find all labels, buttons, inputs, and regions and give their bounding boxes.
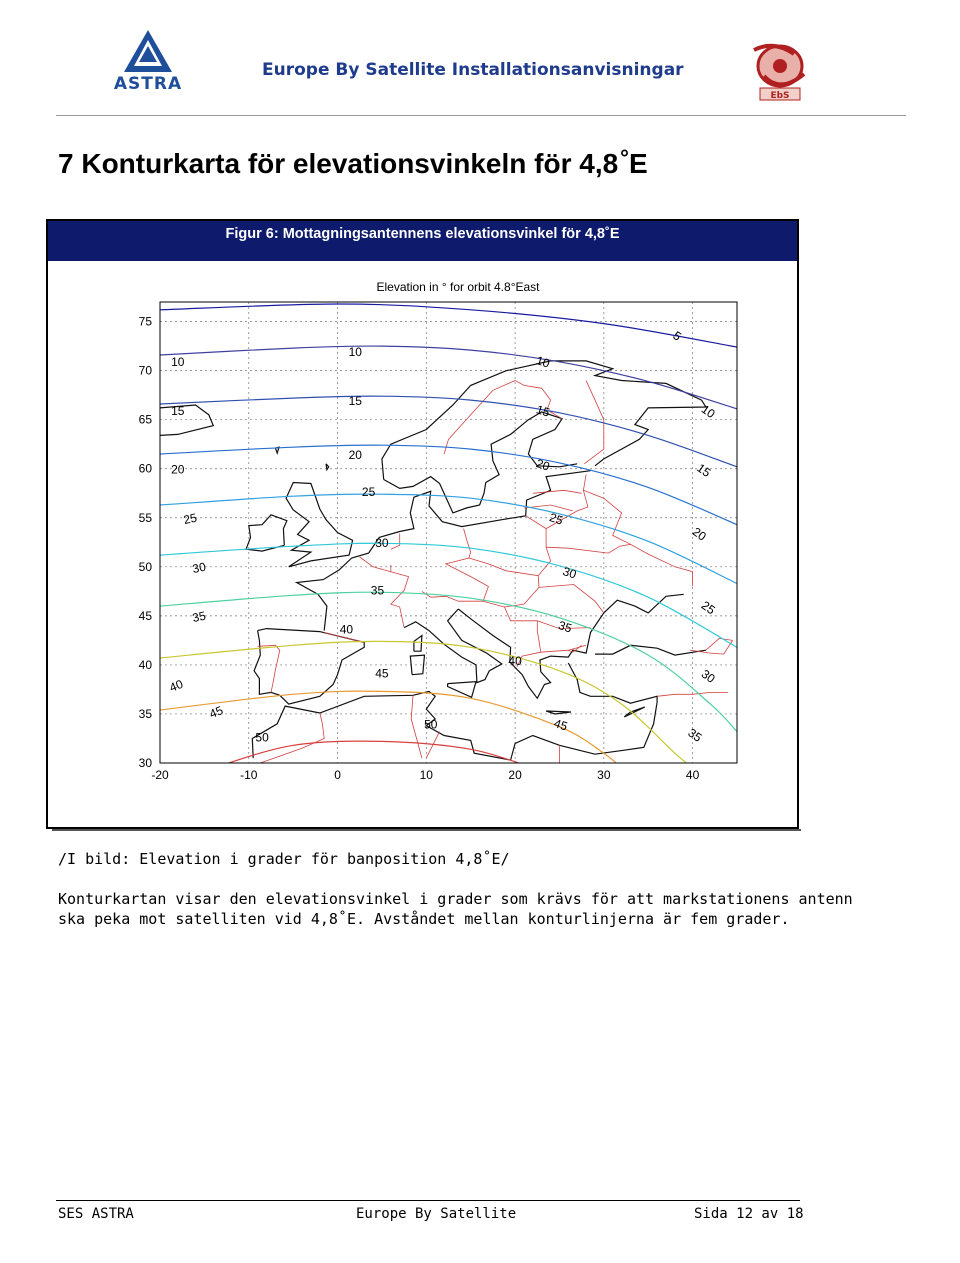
contour-label: 25 [698, 598, 718, 618]
contour-line-35 [160, 592, 737, 731]
contour-line-5 [160, 304, 737, 347]
coastline [458, 594, 683, 698]
y-tick-label: 65 [138, 412, 152, 427]
contour-label: 15 [348, 393, 362, 408]
section-heading-text: 7 Konturkarta för elevationsvinkeln för 4,8 [58, 148, 619, 179]
x-tick-label: 0 [334, 768, 341, 782]
contour-label: 40 [339, 622, 354, 637]
contour-label: 50 [255, 730, 269, 745]
coastline [546, 711, 571, 714]
y-tick-label: 45 [138, 608, 152, 623]
country-border [444, 381, 515, 455]
body-paragraph: Konturkartan visar den elevationsvinkel i grader som krävs för att markstationens antenn ska peka mot satelliten vid 4,8˚E. Avståndet mellan konturlinjerna är fem grader. [58, 890, 853, 928]
country-border [583, 490, 630, 544]
country-border [483, 576, 539, 607]
contour-label: 30 [191, 559, 208, 577]
contour-label: 40 [167, 676, 186, 695]
coastline [410, 655, 424, 675]
country-border [533, 490, 582, 493]
figure-caption: Figur 6: Mottagningsantennens elevationsvinkel för 4,8˚E [225, 226, 620, 242]
contour-label: 50 [424, 717, 438, 732]
astra-triangle-icon [108, 28, 188, 76]
footer-page-number: Sida 12 av 18 [694, 1206, 804, 1222]
x-tick-label: -10 [240, 768, 258, 782]
land-outline-layer [160, 361, 733, 763]
footer-divider [56, 1200, 800, 1201]
grid-layer [160, 302, 737, 763]
contour-label: 45 [207, 703, 226, 722]
ebs-satellite-icon [744, 36, 816, 104]
coastline [252, 691, 657, 760]
contour-label: 10 [348, 344, 362, 359]
x-tick-label: 20 [508, 768, 522, 782]
y-tick-label: 70 [138, 363, 152, 378]
contour-line-20 [160, 445, 737, 528]
contour-label: 25 [361, 485, 376, 500]
contour-label: 25 [182, 510, 199, 528]
header-divider [56, 115, 906, 116]
coastline [326, 464, 329, 470]
contour-label: 15 [694, 460, 714, 480]
contour-label: 35 [370, 583, 385, 598]
contour-label: 45 [552, 716, 570, 734]
x-tick-label: -20 [151, 768, 169, 782]
contour-label: 35 [556, 618, 574, 636]
astra-wordmark: ASTRA [113, 74, 183, 94]
y-tick-label: 55 [138, 510, 152, 525]
astra-logo [108, 28, 188, 98]
contour-line-45 [160, 691, 622, 768]
country-border [706, 638, 733, 650]
contour-label: 40 [508, 653, 522, 668]
contour-label: 10 [698, 401, 718, 422]
x-tick-label: 30 [597, 768, 611, 782]
y-tick-label: 40 [138, 657, 152, 672]
contour-label: 35 [685, 725, 705, 745]
axis-layer [139, 302, 737, 782]
ebs-logo-text: EbS [770, 91, 790, 101]
contour-label: 20 [171, 462, 185, 477]
chart-title: Elevation in ° for orbit 4.8°East [376, 280, 540, 294]
coastline [568, 663, 657, 703]
country-border [411, 695, 422, 758]
y-tick-label: 60 [138, 461, 152, 476]
country-border [258, 645, 280, 692]
footer-publication: Europe By Satellite [356, 1206, 517, 1222]
contour-label: 5 [670, 328, 684, 344]
y-tick-label: 35 [138, 706, 152, 721]
x-tick-label: 10 [419, 768, 433, 782]
y-tick-label: 30 [138, 756, 152, 770]
section-heading-degree: ° [620, 145, 629, 170]
section-heading-suffix: E [628, 148, 648, 179]
contour-label: 30 [375, 536, 389, 551]
contour-label: 10 [534, 353, 552, 371]
plot-frame [160, 302, 737, 763]
contour-label: 35 [191, 608, 208, 626]
country-border [391, 534, 400, 550]
country-border [539, 585, 604, 613]
contour-label: 20 [348, 447, 362, 462]
contour-label: 20 [689, 524, 709, 544]
header-title: Europe By Satellite Installationsanvisningar [262, 60, 684, 80]
country-border [260, 713, 324, 763]
coastline [404, 609, 502, 683]
y-tick-label: 50 [138, 559, 152, 574]
contour-label: 30 [698, 666, 718, 686]
coastline [160, 405, 213, 435]
contour-label: 20 [534, 456, 552, 474]
contour-label: 45 [375, 666, 389, 681]
footer-company: SES ASTRA [58, 1206, 134, 1222]
coastline [246, 515, 287, 551]
coastline [595, 645, 706, 655]
figure-shadow [52, 829, 801, 831]
contour-label: 15 [534, 402, 552, 420]
contour-label: 10 [171, 354, 185, 369]
ebs-logo [744, 36, 816, 104]
contour-label: 15 [171, 403, 185, 418]
x-tick-label: 40 [685, 768, 700, 782]
contour-line-50 [213, 741, 533, 768]
contour-label: 30 [561, 564, 579, 582]
contour-line-25 [160, 494, 737, 583]
image-caption: /I bild: Elevation i grader för banposition 4,8˚E/ [58, 850, 510, 868]
y-tick-label: 75 [138, 314, 152, 329]
contour-label: 25 [547, 510, 565, 528]
country-border [422, 529, 489, 602]
section-heading [58, 145, 648, 180]
contour-line-15 [160, 393, 737, 467]
coastline [414, 636, 422, 652]
elevation-contour-map [48, 262, 797, 802]
